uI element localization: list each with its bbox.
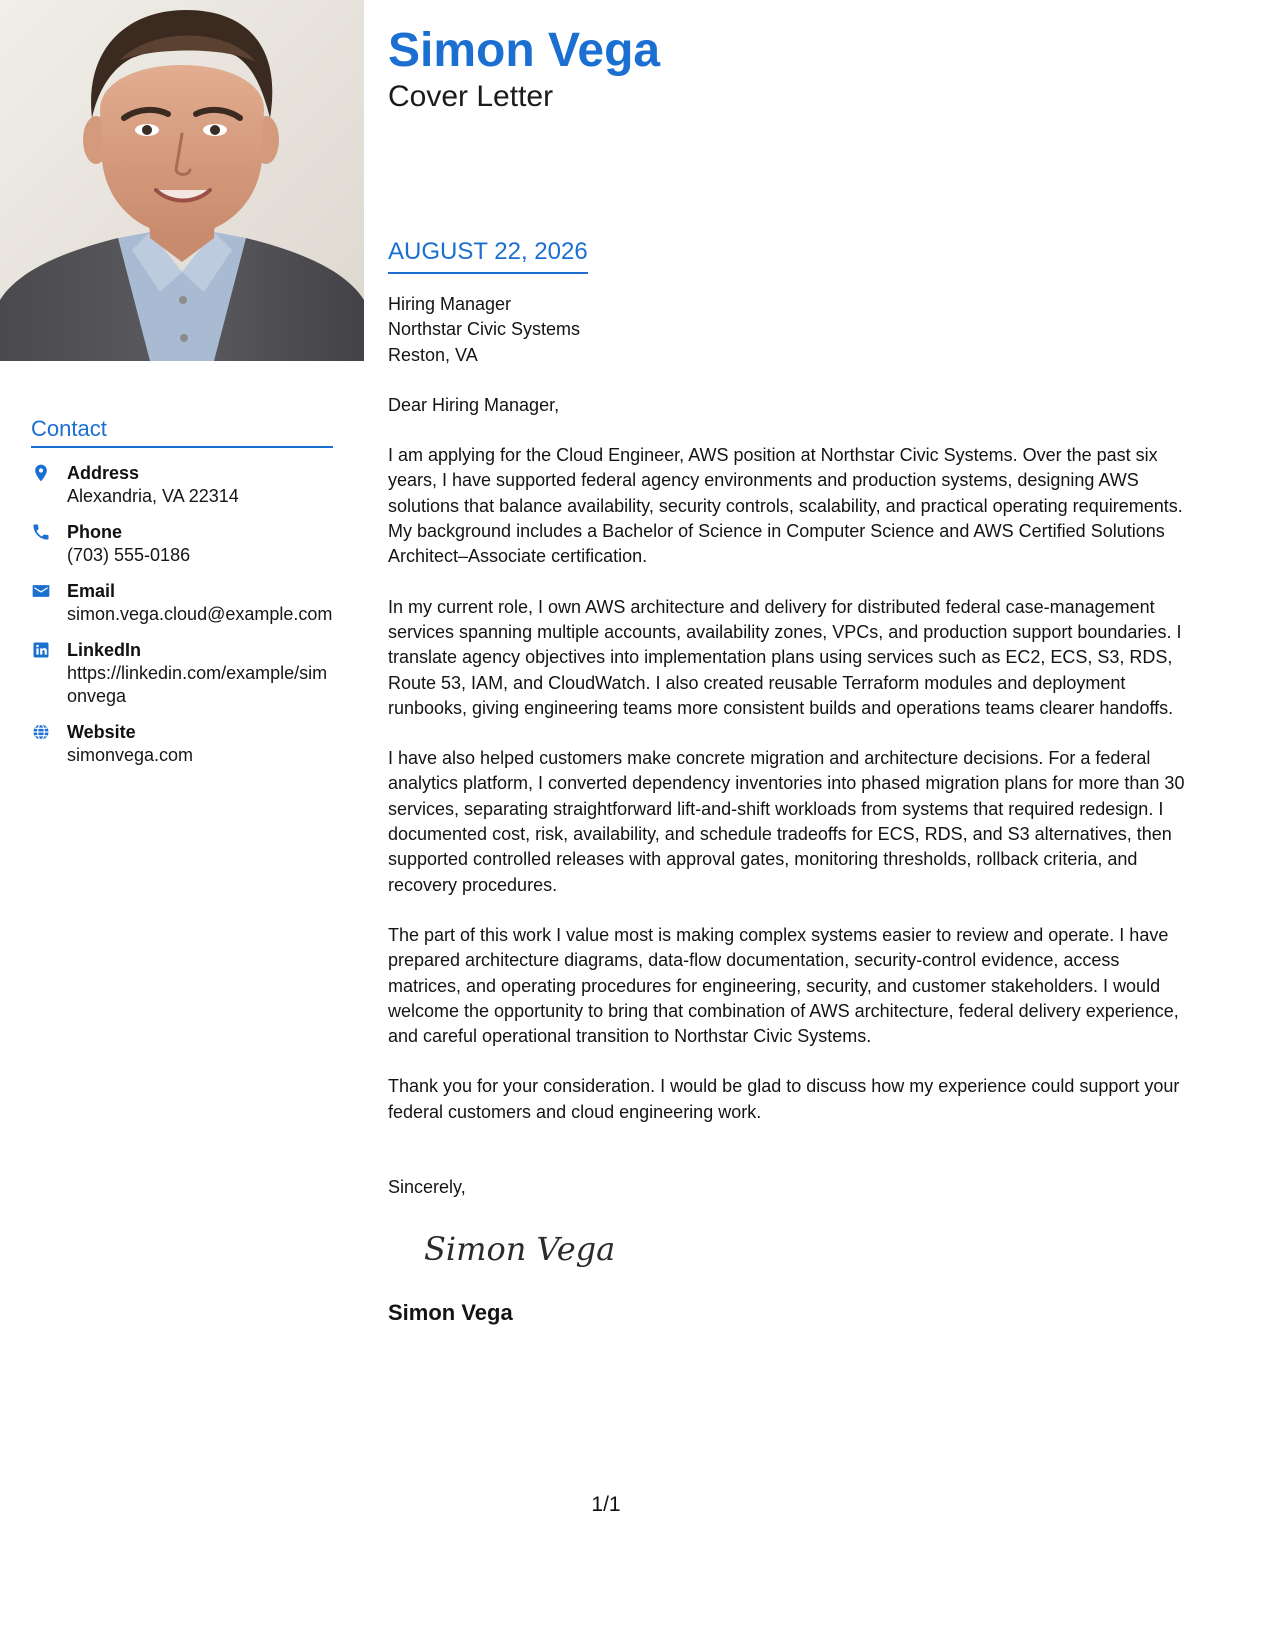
- portrait-illustration: [0, 0, 364, 361]
- email-icon: [31, 579, 67, 626]
- letter-body: [388, 292, 1188, 1328]
- letter-paragraph: In my current role, I own AWS architecture and delivery for distributed federal case-management services spanning multiple accounts, availability zones, VPCs, and production support boundaries. I translate agency objectives into implementation plans using services such as EC2, ECS, S3, RDS, Route 53, IAM, and CloudWatch. I also created reusable Terraform modules and deployment runbooks, giving engineering teams more consistent builds and operations teams clearer handoffs.: [388, 596, 1182, 718]
- closing: Sincerely,: [388, 1177, 466, 1198]
- contact-label-website: Website: [67, 722, 136, 742]
- contact-heading: Contact: [31, 415, 333, 448]
- salutation: Dear Hiring Manager,: [388, 394, 560, 415]
- recipient-company: Northstar Civic Systems: [388, 319, 581, 340]
- map-pin-icon: [31, 461, 67, 508]
- contact-value-website[interactable]: simonvega.com: [67, 745, 194, 765]
- page-number: 1/1: [591, 1493, 621, 1516]
- letter-paragraph: I have also helped customers make concrete migration and architecture decisions. For a federal analytics platform, I converted dependency inventories into phased migration plans for more than 30 services, separating straightforward lift-and-shift workloads from systems that required redesign. I documented cost, risk, availability, and schedule tradeoffs for ECS, RDS, and S3 alternatives, then supported controlled releases with approval gates, monitoring thresholds, rollback criteria, and recovery procedures.: [388, 748, 1185, 895]
- contact-item-website: [31, 720, 333, 767]
- globe-icon: [31, 720, 67, 767]
- handwritten-signature: Simon Vega: [424, 1230, 616, 1269]
- contact-label-email: Email: [67, 581, 116, 601]
- letter-date: AUGUST 22, 2026: [388, 236, 588, 274]
- contact-item-phone: [31, 520, 333, 567]
- contact-value-address: Alexandria, VA 22314: [67, 486, 239, 506]
- linkedin-icon: [31, 638, 67, 708]
- contact-item-address: [31, 461, 333, 508]
- document-type: Cover Letter: [388, 80, 554, 113]
- contact-label-address: Address: [67, 463, 140, 483]
- profile-photo: [0, 0, 364, 361]
- applicant-name: Simon Vega: [388, 24, 661, 77]
- contact-section: [31, 415, 333, 779]
- recipient-location: Reston, VA: [388, 344, 478, 365]
- letter-paragraph: Thank you for your consideration. I would be glad to discuss how my experience could support your federal customers and cloud engineering work.: [388, 1076, 1180, 1122]
- recipient-title: Hiring Manager: [388, 294, 512, 314]
- contact-item-linkedin: [31, 638, 333, 708]
- contact-value-email: simon.vega.cloud@example.com: [67, 604, 333, 624]
- contact-item-email: [31, 579, 333, 626]
- phone-icon: [31, 520, 67, 567]
- letter-paragraph: The part of this work I value most is making complex systems easier to review and operate. I have prepared architecture diagrams, data-flow documentation, security-control evidence, access matrices, and operating procedures for engineering, security, and customer stakeholders. I would welcome the opportunity to bring that combination of AWS architecture, federal delivery experience, and careful operational transition to Northstar Civic Systems.: [388, 924, 1179, 1047]
- signer-name: Simon Vega: [388, 1300, 513, 1326]
- contact-label-linkedin: LinkedIn: [67, 640, 142, 660]
- letter-paragraph: I am applying for the Cloud Engineer, AWS position at Northstar Civic Systems. Over the past six years, I have supported federal agency environments and production systems, designing AWS solutions that balance availability, security controls, scalability, and practical operating requirements. My background includes a Bachelor of Science in Computer Science and AWS Certified Solutions Architect–Associate certification.: [388, 445, 1183, 567]
- contact-label-phone: Phone: [67, 522, 123, 542]
- contact-value-phone: (703) 555-0186: [67, 545, 191, 565]
- recipient-block: [388, 292, 1188, 368]
- contact-value-linkedin[interactable]: https://linkedin.com/example/simonvega: [67, 663, 328, 706]
